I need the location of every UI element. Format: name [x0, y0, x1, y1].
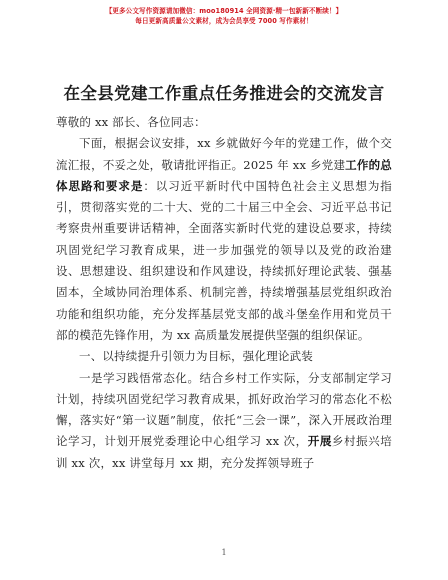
paragraph-intro-bold: 工作的总体思路和要求是: [56, 157, 392, 193]
paragraph-intro-text: 下面，根据会议安排，xx 乡就做好今年的党建工作，做个交流汇报，不妥之处，敬请批评指正。2025 年 xx 乡党建: [56, 136, 392, 172]
paragraph-study-text: 一是学习践悟常态化。结合乡村工作实际，分支部制定学习计划，持续巩固党纪学习教育成果，抓好政治学习的常态化不松懈，落实好“第一议题”制度，依托“三会一课”，深入开展政治理论学习，计划开展党委理论中心组学习 xx 次，: [56, 370, 392, 449]
banner-line-2: 每日更新高质量公文素材，成为会员享受 7000 写作素材！: [135, 17, 313, 25]
paragraph-study-text-rest: 乡村振兴培训 xx 次，xx 讲堂每月 xx 期，充分发挥领导班子: [56, 434, 393, 470]
paragraph-study: [56, 368, 392, 474]
paragraph-study-bold: 开展: [307, 434, 332, 449]
paragraph-intro-text-rest: ：以习近平新时代中国特色社会主义思想为指引，贯彻落实党的二十大、党的二十届三中全会、习近平总书记考察贵州重要讲话精神，全面落实新时代党的建设总要求，持续巩固党纪学习教育成果，进一步加强党的领导以及党的政治建设、思想建设、组织建设和作风建设，持续抓好理论武装、强基固本，全域协同治理体系、机制完善，持续增强基层党组织政治功能和组织功能，充分发挥基层党支部的战斗堡垒作用和党员干部的模范先锋作用，为 xx 高质量发展提供坚强的组织保证。: [56, 178, 392, 342]
paragraph-intro: [56, 133, 392, 346]
header-banner: [0, 6, 448, 26]
document-body: [56, 112, 392, 474]
document-title: 在全县党建工作重点任务推进会的交流发言: [63, 84, 385, 103]
section-heading-1: 一、以持续提升引领力为目标，强化理论武装: [79, 349, 313, 364]
banner-line-1: 【更多公文写作资源请加微信：moo180914 全网资源·精一包新新不断续！】: [105, 7, 343, 15]
greeting: 尊敬的 xx 部长、各位同志：: [56, 115, 206, 129]
page-number: 1: [221, 548, 227, 557]
